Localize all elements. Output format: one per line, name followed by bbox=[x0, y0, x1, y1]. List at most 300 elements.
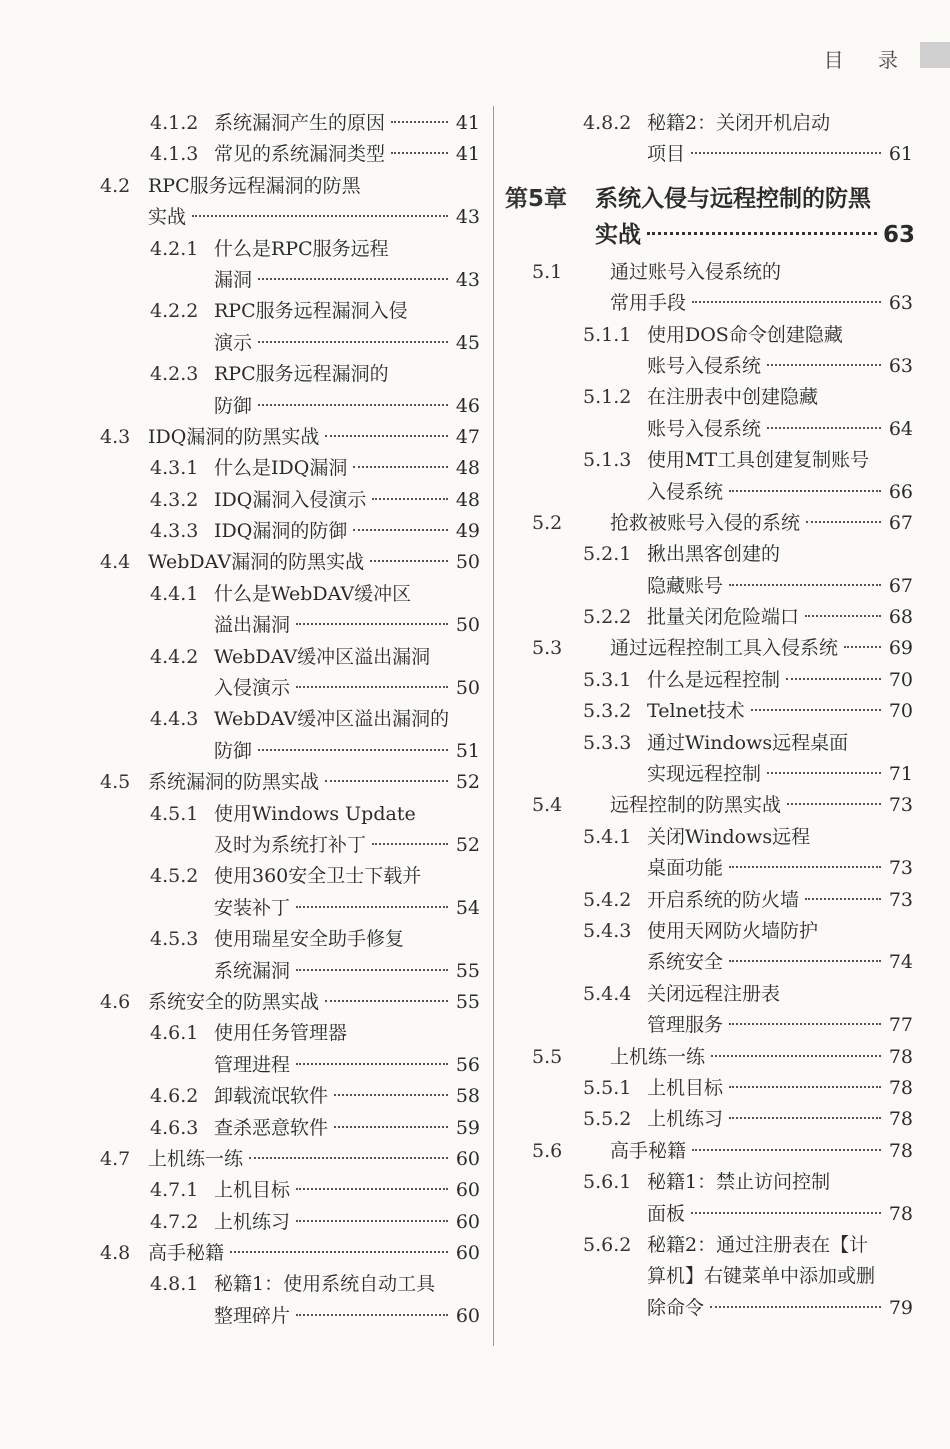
toc-entry[interactable] bbox=[100, 1113, 480, 1144]
toc-entry-line bbox=[100, 673, 480, 704]
page-number: 60 bbox=[455, 1147, 480, 1170]
entry-title: 抢救被账号入侵的系统 bbox=[610, 511, 801, 534]
entry-title: 账号入侵系统 bbox=[647, 354, 762, 377]
entry-title: 算机】右键菜单中添加或删 bbox=[647, 1265, 876, 1288]
toc-entry-line bbox=[505, 1199, 913, 1230]
entry-title: 入侵系统 bbox=[647, 480, 724, 503]
toc-entry[interactable] bbox=[505, 696, 913, 727]
toc-entry-line bbox=[100, 296, 480, 327]
entry-number: 4.2.1 bbox=[150, 237, 199, 260]
page-number: 78 bbox=[888, 1139, 913, 1162]
toc-entry-line bbox=[100, 1018, 480, 1049]
toc-entry-line bbox=[505, 445, 913, 476]
toc-entry-line bbox=[100, 1175, 480, 1206]
toc-entry[interactable] bbox=[100, 799, 480, 862]
entry-title: 账号入侵系统 bbox=[647, 417, 762, 440]
toc-entry-line bbox=[100, 1301, 480, 1332]
toc-entry[interactable] bbox=[505, 257, 913, 320]
dot-leader bbox=[325, 434, 448, 437]
entry-number: 5.1.1 bbox=[583, 323, 632, 346]
toc-entry[interactable] bbox=[505, 108, 913, 171]
entry-title: 整理碎片 bbox=[214, 1304, 291, 1327]
entry-title: 面板 bbox=[647, 1202, 686, 1225]
entry-number: 5.6 bbox=[532, 1139, 563, 1162]
toc-entry-line bbox=[505, 696, 913, 727]
dot-leader bbox=[192, 214, 448, 217]
toc-entry-line bbox=[505, 728, 913, 759]
page-number: 73 bbox=[888, 857, 913, 880]
toc-entry-line bbox=[505, 351, 913, 382]
entry-title: 系统漏洞的防黑实战 bbox=[148, 771, 320, 794]
toc-entry-line bbox=[100, 202, 480, 233]
toc-entry[interactable] bbox=[100, 1144, 480, 1175]
toc-entry-line bbox=[505, 853, 913, 884]
entry-number: 4.6.2 bbox=[150, 1085, 199, 1108]
dot-leader bbox=[711, 1054, 881, 1057]
toc-entry-line bbox=[100, 171, 480, 202]
page-number: 48 bbox=[455, 457, 480, 480]
toc-entry[interactable] bbox=[505, 916, 913, 979]
toc-entry[interactable] bbox=[505, 790, 913, 821]
toc-entry-line bbox=[505, 477, 913, 508]
dot-leader bbox=[751, 708, 881, 711]
entry-number: 5.6.2 bbox=[583, 1233, 632, 1256]
toc-entry-line bbox=[505, 947, 913, 978]
toc-entry-line bbox=[100, 924, 480, 955]
entry-title: 及时为系统打补丁 bbox=[214, 833, 367, 856]
dot-leader bbox=[391, 120, 448, 123]
toc-entry-line bbox=[100, 799, 480, 830]
toc-entry[interactable] bbox=[100, 642, 480, 705]
entry-number: 5.3.2 bbox=[583, 700, 632, 723]
entry-title: 使用MT工具创建复制账号 bbox=[647, 449, 870, 472]
toc-entry[interactable] bbox=[100, 1018, 480, 1081]
toc-entry-line bbox=[100, 830, 480, 861]
toc-entry[interactable] bbox=[100, 516, 480, 547]
entry-title: IDQ漏洞的防御 bbox=[214, 520, 348, 543]
dot-leader bbox=[353, 528, 448, 531]
page-number: 69 bbox=[888, 637, 913, 660]
page-header-title: 目 录 bbox=[823, 48, 912, 72]
dot-leader bbox=[805, 897, 881, 900]
toc-entry-line bbox=[100, 987, 480, 1018]
toc-entry[interactable] bbox=[100, 1081, 480, 1112]
dot-leader bbox=[844, 645, 881, 648]
entry-number: 5.3.3 bbox=[583, 731, 632, 754]
entry-number: 5.1.2 bbox=[583, 386, 632, 409]
toc-entry[interactable] bbox=[505, 885, 913, 916]
entry-title: 上机练一练 bbox=[610, 1045, 706, 1068]
entry-number: 5.6.1 bbox=[583, 1171, 632, 1194]
dot-leader bbox=[296, 905, 448, 908]
entry-title: 漏洞 bbox=[214, 268, 253, 291]
entry-title: 实战 bbox=[595, 221, 641, 248]
toc-entry[interactable] bbox=[505, 665, 913, 696]
entry-title: 系统安全的防黑实战 bbox=[148, 990, 320, 1013]
entry-number: 4.3.3 bbox=[150, 520, 199, 543]
dot-leader bbox=[296, 622, 448, 625]
entry-number: 4.4 bbox=[100, 551, 131, 574]
dot-leader bbox=[334, 1093, 448, 1096]
toc-entry[interactable] bbox=[100, 171, 480, 234]
page-number: 67 bbox=[888, 574, 913, 597]
entry-number: 5.4.4 bbox=[583, 982, 632, 1005]
toc-entry[interactable] bbox=[100, 234, 480, 297]
toc-entry[interactable] bbox=[100, 359, 480, 422]
dot-leader bbox=[230, 1250, 448, 1253]
entry-number: 5.1 bbox=[532, 260, 563, 283]
toc-entry[interactable] bbox=[100, 139, 480, 170]
page-number: 60 bbox=[455, 1304, 480, 1327]
dot-leader bbox=[258, 403, 448, 406]
entry-title: 管理服务 bbox=[647, 1014, 724, 1037]
toc-entry[interactable] bbox=[100, 704, 480, 767]
entry-number: 5.3.1 bbox=[583, 668, 632, 691]
page-number: 68 bbox=[888, 606, 913, 629]
toc-entry[interactable] bbox=[505, 320, 913, 383]
toc-entry[interactable] bbox=[505, 1167, 913, 1230]
entry-title: 系统安全 bbox=[647, 951, 724, 974]
toc-entry[interactable] bbox=[100, 547, 480, 578]
toc-entry-line bbox=[100, 422, 480, 453]
toc-entry-line bbox=[100, 736, 480, 767]
entry-number: 4.2.3 bbox=[150, 363, 199, 386]
page-number: 63 bbox=[888, 354, 913, 377]
page-number: 55 bbox=[455, 990, 480, 1013]
dot-leader bbox=[296, 685, 448, 688]
entry-title: 上机练一练 bbox=[148, 1147, 244, 1170]
dot-leader bbox=[767, 426, 881, 429]
entry-title: 通过Windows远程桌面 bbox=[647, 731, 849, 754]
toc-entry-line bbox=[505, 916, 913, 947]
entry-title: 在注册表中创建隐藏 bbox=[647, 386, 819, 409]
entry-number: 4.4.3 bbox=[150, 708, 199, 731]
dot-leader bbox=[691, 1211, 881, 1214]
page-number: 61 bbox=[888, 143, 913, 166]
entry-number: 5.2 bbox=[532, 511, 563, 534]
toc-entry[interactable] bbox=[100, 767, 480, 798]
entry-title: 隐藏账号 bbox=[647, 574, 724, 597]
entry-number: 5.4.2 bbox=[583, 888, 632, 911]
dot-leader bbox=[767, 771, 881, 774]
toc-entry-line bbox=[505, 1293, 913, 1324]
entry-title: 批量关闭危险端口 bbox=[647, 606, 800, 629]
toc-entry[interactable] bbox=[100, 987, 480, 1018]
entry-number: 5.3 bbox=[532, 637, 563, 660]
page-number: 51 bbox=[455, 739, 480, 762]
toc-entry[interactable] bbox=[100, 1207, 480, 1238]
toc-entry-line bbox=[505, 979, 913, 1010]
entry-title: 什么是远程控制 bbox=[647, 668, 781, 691]
toc-entry-line bbox=[505, 288, 913, 319]
entry-title: 卸载流氓软件 bbox=[214, 1085, 329, 1108]
dot-leader bbox=[325, 779, 448, 782]
dot-leader bbox=[729, 1085, 881, 1088]
page-number: 41 bbox=[455, 143, 480, 166]
entry-number: 4.5.2 bbox=[150, 865, 199, 888]
toc-entry-line bbox=[505, 1073, 913, 1104]
entry-number: 4.2.2 bbox=[150, 300, 199, 323]
page-number: 50 bbox=[455, 677, 480, 700]
dot-leader bbox=[729, 865, 881, 868]
entry-title: 安装补丁 bbox=[214, 896, 291, 919]
entry-number: 4.6.3 bbox=[150, 1116, 199, 1139]
entry-title: RPC服务远程漏洞的 bbox=[214, 363, 389, 386]
page-number: 50 bbox=[455, 551, 480, 574]
page-number: 64 bbox=[888, 417, 913, 440]
toc-entry-line bbox=[100, 893, 480, 924]
toc-entry[interactable] bbox=[505, 539, 913, 602]
entry-number: 4.8.1 bbox=[150, 1273, 199, 1296]
entry-number: 第5章 bbox=[505, 185, 568, 212]
dot-leader bbox=[370, 559, 448, 562]
chapter-entry[interactable] bbox=[505, 181, 916, 253]
dot-leader bbox=[767, 363, 881, 366]
entry-number: 5.5.2 bbox=[583, 1108, 632, 1131]
entry-title: 使用Windows Update bbox=[214, 802, 416, 825]
toc-entry-line bbox=[505, 759, 913, 790]
entry-title: 秘籍2：关闭开机启动 bbox=[647, 112, 831, 134]
page-number: 78 bbox=[888, 1202, 913, 1225]
entry-number: 4.8.2 bbox=[583, 112, 632, 134]
page-number: 52 bbox=[455, 833, 480, 856]
toc-entry-line bbox=[505, 1042, 913, 1073]
page-number: 50 bbox=[455, 614, 480, 637]
toc-column-left bbox=[100, 108, 480, 1332]
entry-title: IDQ漏洞的防黑实战 bbox=[148, 425, 320, 448]
page-number: 70 bbox=[888, 668, 913, 691]
dot-leader bbox=[258, 277, 448, 280]
toc-entry-line bbox=[100, 610, 480, 641]
entry-number: 5.2.1 bbox=[583, 543, 632, 566]
toc-entry[interactable] bbox=[100, 1238, 480, 1269]
dot-leader bbox=[249, 1156, 448, 1159]
page-number: 79 bbox=[888, 1296, 913, 1319]
toc-entry[interactable] bbox=[505, 1104, 913, 1135]
dot-leader bbox=[296, 1062, 448, 1065]
toc-entry[interactable] bbox=[505, 1073, 913, 1104]
entry-number: 4.7.1 bbox=[150, 1179, 199, 1202]
toc-entry-line bbox=[505, 1167, 913, 1198]
entry-title: 什么是RPC服务远程 bbox=[214, 237, 389, 260]
toc-entry[interactable] bbox=[100, 296, 480, 359]
page-number: 63 bbox=[888, 292, 913, 315]
toc-entry-line bbox=[100, 139, 480, 170]
page-number: 70 bbox=[888, 700, 913, 723]
entry-title: 入侵演示 bbox=[214, 677, 291, 700]
dot-leader bbox=[296, 1187, 448, 1190]
toc-entry[interactable] bbox=[100, 108, 480, 139]
dot-leader bbox=[729, 959, 881, 962]
toc-entry[interactable] bbox=[505, 1042, 913, 1073]
entry-number: 4.3.2 bbox=[150, 488, 199, 511]
entry-title: 远程控制的防黑实战 bbox=[610, 794, 782, 817]
toc-entry-line bbox=[505, 382, 913, 413]
entry-title: 关闭远程注册表 bbox=[647, 982, 781, 1005]
toc-entry-line bbox=[505, 822, 913, 853]
toc-entry[interactable] bbox=[505, 728, 913, 791]
toc-entry-line bbox=[100, 234, 480, 265]
dot-leader bbox=[325, 999, 448, 1002]
dot-leader bbox=[729, 1116, 881, 1119]
toc-entry[interactable] bbox=[505, 822, 913, 885]
entry-title: 使用任务管理器 bbox=[214, 1022, 348, 1045]
dot-leader bbox=[258, 748, 448, 751]
page-number: 41 bbox=[455, 112, 480, 134]
entry-title: 项目 bbox=[647, 143, 686, 166]
toc-entry-line bbox=[100, 108, 480, 139]
dot-leader bbox=[296, 968, 448, 971]
toc-column-right bbox=[505, 108, 916, 1324]
dot-leader bbox=[691, 151, 881, 154]
entry-number: 4.2 bbox=[100, 174, 131, 197]
toc-entry-line bbox=[100, 861, 480, 892]
entry-number: 4.3.1 bbox=[150, 457, 199, 480]
toc-entry[interactable] bbox=[505, 445, 913, 508]
dot-leader bbox=[806, 520, 881, 523]
toc-entry-line bbox=[100, 265, 480, 296]
entry-number: 4.6 bbox=[100, 990, 131, 1013]
entry-title: 系统入侵与远程控制的防黑 bbox=[595, 185, 871, 212]
toc-entry[interactable] bbox=[505, 979, 913, 1042]
toc-entry[interactable] bbox=[100, 1175, 480, 1206]
toc-entry-line bbox=[100, 579, 480, 610]
toc-entry[interactable] bbox=[505, 382, 913, 445]
toc-entry-line bbox=[100, 1238, 480, 1269]
entry-title: 揪出黑客创建的 bbox=[647, 543, 781, 566]
page-number: 58 bbox=[455, 1085, 480, 1108]
toc-entry-line bbox=[505, 1230, 913, 1261]
column-divider bbox=[493, 106, 494, 1346]
entry-number: 4.8 bbox=[100, 1242, 131, 1265]
page-number: 78 bbox=[888, 1108, 913, 1131]
toc-entry-line bbox=[100, 642, 480, 673]
entry-title: 使用天网防火墙防护 bbox=[647, 919, 819, 942]
entry-number: 5.1.3 bbox=[583, 449, 632, 472]
entry-number: 5.4 bbox=[532, 794, 563, 817]
page-number: 52 bbox=[455, 771, 480, 794]
page-number: 66 bbox=[888, 480, 913, 503]
page-number: 73 bbox=[888, 888, 913, 911]
dot-leader bbox=[787, 802, 881, 805]
toc-entry[interactable] bbox=[100, 861, 480, 924]
entry-title: RPC服务远程漏洞入侵 bbox=[214, 300, 408, 323]
entry-title: WebDAV漏洞的防黑实战 bbox=[148, 551, 365, 574]
page-number: 67 bbox=[888, 511, 913, 534]
toc-entry-line bbox=[100, 704, 480, 735]
toc-entry-line bbox=[100, 1113, 480, 1144]
toc-entry[interactable] bbox=[505, 602, 913, 633]
toc-entry[interactable] bbox=[100, 924, 480, 987]
entry-title: 防御 bbox=[214, 739, 253, 762]
entry-number: 5.4.1 bbox=[583, 825, 632, 848]
toc-entry-line bbox=[100, 1144, 480, 1175]
toc-entry[interactable] bbox=[100, 422, 480, 453]
toc-entry[interactable] bbox=[505, 1230, 913, 1324]
entry-title: 演示 bbox=[214, 331, 253, 354]
page-number: 78 bbox=[888, 1076, 913, 1099]
dot-leader bbox=[729, 583, 881, 586]
dot-leader bbox=[786, 677, 881, 680]
entry-number: 4.3 bbox=[100, 425, 131, 448]
page-number: 60 bbox=[455, 1179, 480, 1202]
entry-title: 上机练习 bbox=[214, 1210, 291, 1233]
entry-title: 秘籍2：通过注册表在【计 bbox=[647, 1233, 869, 1256]
entry-number: 4.1.3 bbox=[150, 143, 199, 166]
entry-title: 使用DOS命令创建隐藏 bbox=[647, 323, 843, 346]
entry-title: 系统漏洞 bbox=[214, 959, 291, 982]
dot-leader bbox=[729, 489, 881, 492]
toc-entry[interactable] bbox=[505, 633, 913, 664]
toc-entry-line bbox=[100, 391, 480, 422]
entry-title: 查杀恶意软件 bbox=[214, 1116, 329, 1139]
toc-entry-line bbox=[100, 359, 480, 390]
toc-entry-line bbox=[100, 485, 480, 516]
entry-title: 使用瑞星安全助手修复 bbox=[214, 928, 405, 951]
entry-title: 秘籍1：使用系统自动工具 bbox=[214, 1273, 436, 1296]
page-number: 73 bbox=[888, 794, 913, 817]
entry-number: 5.4.3 bbox=[583, 919, 632, 942]
toc-entry[interactable] bbox=[100, 1269, 480, 1332]
dot-leader bbox=[372, 842, 448, 845]
dot-leader bbox=[353, 465, 448, 468]
toc-entry[interactable] bbox=[100, 579, 480, 642]
entry-title: 关闭Windows远程 bbox=[647, 825, 811, 848]
toc-entry-line bbox=[505, 539, 913, 570]
toc-entry-line bbox=[505, 1104, 913, 1135]
entry-title: 除命令 bbox=[647, 1296, 705, 1319]
entry-title: 实战 bbox=[148, 206, 187, 229]
entry-number: 4.7 bbox=[100, 1147, 131, 1170]
entry-number: 5.5 bbox=[532, 1045, 563, 1068]
entry-title: 什么是WebDAV缓冲区 bbox=[214, 582, 412, 605]
entry-number: 4.1.2 bbox=[150, 112, 199, 134]
entry-title: 什么是IDQ漏洞 bbox=[214, 457, 348, 480]
dot-leader bbox=[258, 340, 448, 343]
entry-number: 4.4.1 bbox=[150, 582, 199, 605]
dot-leader bbox=[296, 1219, 448, 1222]
entry-title: 通过账号入侵系统的 bbox=[610, 260, 782, 283]
page-number: 47 bbox=[455, 425, 480, 448]
entry-title: 高手秘籍 bbox=[610, 1139, 687, 1162]
page-number: 45 bbox=[455, 331, 480, 354]
page-number: 63 bbox=[883, 221, 916, 248]
entry-number: 4.5 bbox=[100, 771, 131, 794]
toc-entry-line bbox=[505, 602, 913, 633]
toc-entry-line bbox=[100, 956, 480, 987]
entry-title: IDQ漏洞入侵演示 bbox=[214, 488, 367, 511]
toc-entry[interactable] bbox=[100, 453, 480, 484]
entry-number: 4.5.3 bbox=[150, 928, 199, 951]
page-number: 48 bbox=[455, 488, 480, 511]
toc-entry[interactable] bbox=[505, 508, 913, 539]
toc-entry-line bbox=[505, 508, 913, 539]
entry-title: Telnet技术 bbox=[647, 700, 745, 723]
entry-title: 上机练习 bbox=[647, 1108, 724, 1131]
entry-title: RPC服务远程漏洞的防黑 bbox=[148, 174, 361, 197]
toc-entry[interactable] bbox=[505, 1136, 913, 1167]
toc-entry-line bbox=[100, 516, 480, 547]
toc-entry[interactable] bbox=[100, 485, 480, 516]
toc-entry-line bbox=[505, 885, 913, 916]
entry-number: 4.7.2 bbox=[150, 1210, 199, 1233]
toc-entry-line bbox=[505, 108, 913, 139]
entry-title: 常见的系统漏洞类型 bbox=[214, 143, 386, 166]
entry-title: 防御 bbox=[214, 394, 253, 417]
entry-title: 上机目标 bbox=[214, 1179, 291, 1202]
entry-number: 5.2.2 bbox=[583, 606, 632, 629]
toc-entry-line bbox=[100, 328, 480, 359]
